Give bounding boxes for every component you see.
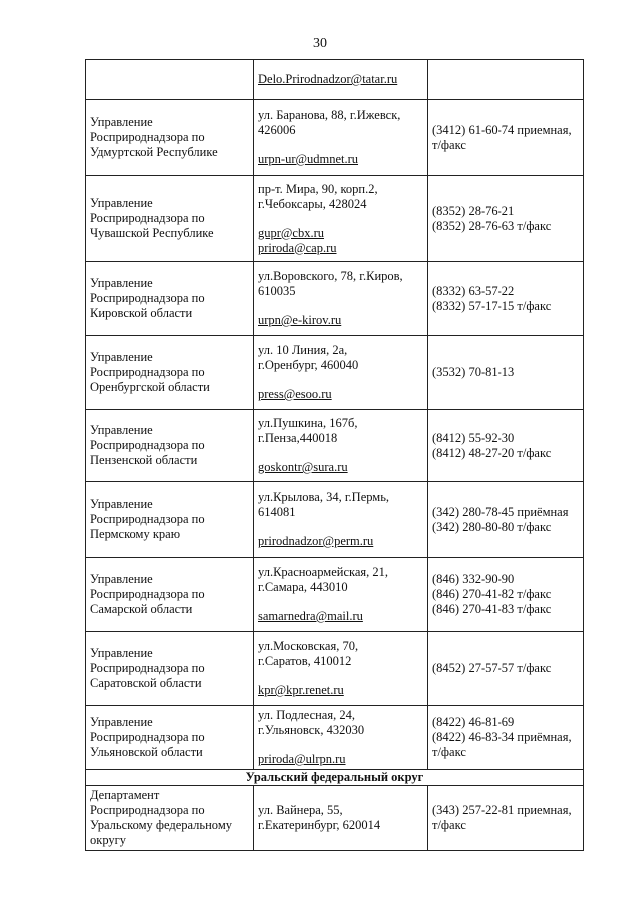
phone-cell — [428, 482, 584, 558]
org-name-line: Управление — [90, 497, 153, 511]
org-name-line: Чувашской Республике — [90, 226, 214, 240]
org-name-line: Росприроднадзора по — [90, 211, 205, 225]
org-name-line: Департамент — [90, 788, 160, 802]
org-name-line: Управление — [90, 715, 153, 729]
address-line: ул.Красноармейская, 21, — [258, 565, 389, 579]
phone-cell — [428, 558, 584, 632]
email-link[interactable]: prirodnadzor@perm.ru — [258, 534, 374, 548]
email-link[interactable]: urpn@e-kirov.ru — [258, 313, 342, 327]
address-line: ул. Баранова, 88, г.Ижевск, — [258, 108, 401, 122]
spacer — [258, 595, 423, 609]
email-link[interactable]: kpr@kpr.renet.ru — [258, 683, 344, 697]
table-row — [86, 706, 584, 770]
org-name-line: Самарской области — [90, 602, 193, 616]
address-line: г.Екатеринбург, 620014 — [258, 818, 381, 832]
org-cell — [86, 786, 254, 851]
contacts-table — [85, 59, 584, 851]
spacer — [258, 138, 423, 152]
org-name-line: Пермскому краю — [90, 527, 181, 541]
address-line: г.Саратов, 410012 — [258, 654, 352, 668]
org-name-line: Росприроднадзора по — [90, 661, 205, 675]
org-cell — [86, 100, 254, 176]
org-name-line: Росприроднадзора по — [90, 130, 205, 144]
address-cell — [254, 410, 428, 482]
region-header-cell: Уральский федеральный округ — [86, 770, 584, 786]
email-link[interactable]: priroda@ulrpn.ru — [258, 752, 346, 766]
address-line: 614081 — [258, 505, 296, 519]
org-cell — [86, 60, 254, 100]
org-name-line: Управление — [90, 276, 153, 290]
email-link[interactable]: urpn-ur@udmnet.ru — [258, 152, 359, 166]
org-name-line: Уральскому федеральному — [90, 818, 232, 832]
address-cell — [254, 100, 428, 176]
spacer — [258, 446, 423, 460]
address-line: г.Оренбург, 460040 — [258, 358, 359, 372]
address-cell — [254, 786, 428, 851]
phone-line: (8332) 63-57-22 — [432, 283, 515, 298]
phone-cell — [428, 100, 584, 176]
org-name-line: Управление — [90, 196, 153, 210]
phone-line: (8412) 48-27-20 т/факс — [432, 445, 552, 460]
address-cell — [254, 482, 428, 558]
org-name-line: Управление — [90, 423, 153, 437]
org-cell — [86, 336, 254, 410]
org-name-line: Пензенской области — [90, 453, 198, 467]
phone-line: (343) 257-22-81 приемная, — [432, 803, 572, 817]
org-cell — [86, 632, 254, 706]
address-line: 610035 — [258, 284, 296, 298]
address-line: пр-т. Мира, 90, корп.2, — [258, 181, 378, 196]
address-line: ул. 10 Линия, 2а, — [258, 343, 348, 357]
phone-cell — [428, 706, 584, 770]
table-row — [86, 410, 584, 482]
phone-line: (8422) 46-81-69 — [432, 715, 515, 729]
org-name-line: округу — [90, 833, 127, 847]
org-name-line: Росприроднадзора по — [90, 291, 205, 305]
table-row — [86, 632, 584, 706]
org-name-line: Управление — [90, 572, 153, 586]
address-line: ул.Крылова, 34, г.Пермь, — [258, 490, 390, 504]
phone-cell — [428, 176, 584, 262]
phone-line: (846) 270-41-82 т/факс — [432, 587, 552, 601]
email-link[interactable]: goskontr@sura.ru — [258, 460, 348, 474]
address-cell — [254, 262, 428, 336]
phone-cell — [428, 262, 584, 336]
phone-line: (8452) 27-57-57 т/факс — [432, 661, 552, 675]
address-cell — [254, 706, 428, 770]
phone-cell — [428, 60, 584, 100]
phone-line: т/факс — [432, 745, 466, 759]
address-line: г.Пенза,440018 — [258, 431, 338, 445]
phone-line: (8332) 57-17-15 т/факс — [432, 298, 552, 313]
org-cell — [86, 262, 254, 336]
spacer — [258, 669, 423, 683]
org-cell — [86, 410, 254, 482]
address-line: г.Ульяновск, 432030 — [258, 723, 365, 737]
org-name-line: Росприроднадзора по — [90, 803, 205, 817]
phone-cell — [428, 632, 584, 706]
org-cell — [86, 706, 254, 770]
address-line: г.Самара, 443010 — [258, 580, 348, 594]
table-row — [86, 60, 584, 100]
address-line: ул.Воровского, 78, г.Киров, — [258, 269, 403, 283]
org-name-line: Управление — [90, 350, 153, 364]
org-cell — [86, 482, 254, 558]
email-link[interactable]: Delo.Prirodnadzor@tatar.ru — [258, 72, 398, 86]
spacer — [258, 738, 423, 752]
org-name-line: Росприроднадзора по — [90, 730, 205, 744]
phone-cell — [428, 786, 584, 851]
email-link[interactable]: priroda@cap.ru — [258, 240, 337, 255]
address-cell — [254, 336, 428, 410]
table-row — [86, 786, 584, 851]
address-line: ул.Московская, 70, — [258, 639, 359, 653]
spacer — [258, 520, 423, 534]
phone-line: (846) 270-41-83 т/факс — [432, 602, 552, 616]
phone-line: (342) 280-78-45 приёмная — [432, 504, 569, 519]
table-row — [86, 100, 584, 176]
org-name-line: Управление — [90, 115, 153, 129]
org-name-line: Росприроднадзора по — [90, 365, 205, 379]
phone-line: (8422) 46-83-34 приёмная, — [432, 730, 572, 744]
table-row — [86, 262, 584, 336]
org-name-line: Росприроднадзора по — [90, 587, 205, 601]
phone-line: (342) 280-80-80 т/факс — [432, 519, 552, 534]
address-line: ул. Вайнера, 55, — [258, 803, 343, 817]
spacer — [258, 299, 423, 313]
spacer — [258, 373, 423, 387]
spacer — [258, 212, 423, 226]
org-name-line: Росприроднадзора по — [90, 438, 205, 452]
org-name-line: Оренбургской области — [90, 380, 210, 394]
address-line: г.Чебоксары, 428024 — [258, 196, 367, 211]
phone-line: (846) 332-90-90 — [432, 572, 515, 586]
phone-cell — [428, 410, 584, 482]
email-link[interactable]: gupr@cbx.ru — [258, 225, 325, 240]
email-link[interactable]: press@esoo.ru — [258, 387, 332, 401]
org-cell — [86, 558, 254, 632]
phone-line: т/факс — [432, 137, 466, 152]
address-cell — [254, 176, 428, 262]
phone-line: (8412) 55-92-30 — [432, 430, 515, 445]
org-name-line: Кировской области — [90, 306, 193, 320]
address-cell — [254, 558, 428, 632]
region-header-row — [86, 770, 584, 786]
org-name-line: Ульяновской области — [90, 745, 203, 759]
email-link[interactable]: samarnedra@mail.ru — [258, 609, 363, 623]
address-line: ул. Подлесная, 24, — [258, 708, 355, 722]
address-cell — [254, 60, 428, 100]
address-line: ул.Пушкина, 167б, — [258, 416, 358, 430]
phone-line: (3412) 61-60-74 приемная, — [432, 122, 572, 137]
address-cell — [254, 632, 428, 706]
page-number: 30 — [313, 36, 327, 51]
phone-line: (8352) 28-76-21 — [432, 203, 515, 218]
org-name-line: Саратовской области — [90, 676, 202, 690]
phone-line: (8352) 28-76-63 т/факс — [432, 218, 552, 233]
table-row — [86, 482, 584, 558]
org-name-line: Управление — [90, 646, 153, 660]
org-name-line: Росприроднадзора по — [90, 512, 205, 526]
phone-line: т/факс — [432, 818, 466, 832]
table-row — [86, 176, 584, 262]
phone-line: (3532) 70-81-13 — [432, 365, 515, 379]
table-row — [86, 558, 584, 632]
org-name-line: Удмуртской Республике — [90, 145, 218, 159]
table-row — [86, 336, 584, 410]
org-cell — [86, 176, 254, 262]
phone-cell — [428, 336, 584, 410]
address-line: 426006 — [258, 123, 296, 137]
